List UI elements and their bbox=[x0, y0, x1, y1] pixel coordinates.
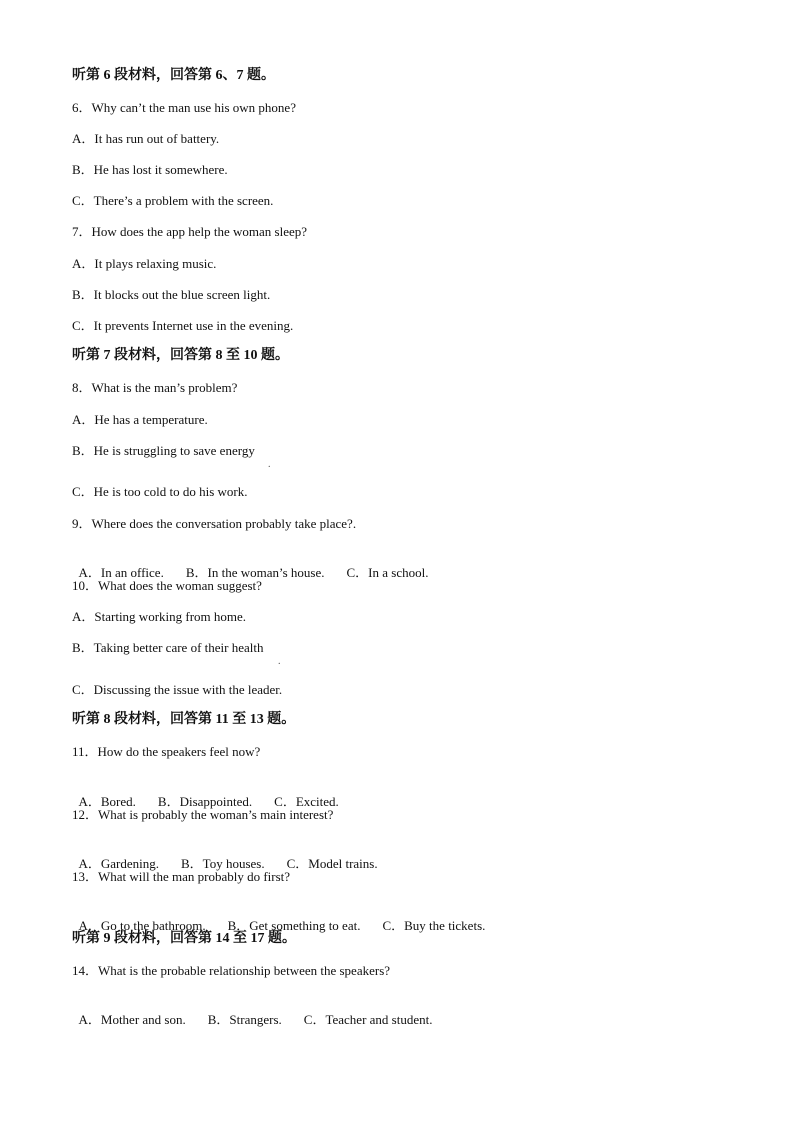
question-11-option-c: C．Excited. bbox=[274, 794, 339, 809]
question-6-option-a: A．It has run out of battery. bbox=[72, 131, 220, 146]
question-6-option-c: C．There’s a problem with the screen. bbox=[72, 193, 274, 208]
question-14-option-c: C．Teacher and student. bbox=[303, 1012, 433, 1027]
question-13-stem: 13．What will the man probably do first? bbox=[72, 869, 291, 884]
section-heading: 听第 7 段材料，回答第 8 至 10 题。 bbox=[72, 348, 289, 363]
section-heading: 听第 8 段材料，回答第 11 至 13 题。 bbox=[72, 712, 296, 727]
stray-mark: . bbox=[268, 459, 271, 470]
question-10-option-b: B．Taking better care of their health bbox=[72, 640, 264, 655]
question-13-option-b: B．Get something to eat. bbox=[227, 918, 361, 933]
question-14-options bbox=[72, 993, 432, 1029]
question-11-stem: 11．How do the speakers feel now? bbox=[72, 744, 261, 759]
question-14-stem: 14．What is the probable relationship between the speakers? bbox=[72, 963, 391, 978]
question-10-option-a: A．Starting working from home. bbox=[72, 609, 247, 624]
section-heading: 听第 6 段材料，回答第 6、7 题。 bbox=[72, 68, 275, 83]
question-14-option-a: A．Mother and son. bbox=[78, 1012, 186, 1027]
question-8-stem: 8．What is the man’s problem? bbox=[72, 380, 238, 395]
question-8-option-a: A．He has a temperature. bbox=[72, 412, 208, 427]
question-7-option-c: C．It prevents Internet use in the evening. bbox=[72, 318, 294, 333]
question-13-option-c: C．Buy the tickets. bbox=[382, 918, 486, 933]
question-12-option-c: C．Model trains. bbox=[286, 856, 378, 871]
question-8-option-b: B．He is struggling to save energy bbox=[72, 443, 255, 458]
question-12-option-a: A．Gardening. bbox=[78, 856, 160, 871]
question-7-option-a: A．It plays relaxing music. bbox=[72, 256, 217, 271]
question-7-option-b: B．It blocks out the blue screen light. bbox=[72, 287, 271, 302]
question-9-option-c: C．In a school. bbox=[346, 565, 429, 580]
question-7-stem: 7．How does the app help the woman sleep? bbox=[72, 224, 308, 239]
question-11-option-a: A．Bored. bbox=[78, 794, 136, 809]
question-9-option-a: A．In an office. bbox=[78, 565, 164, 580]
question-9-option-b: B．In the woman’s house. bbox=[185, 565, 325, 580]
question-10-stem: 10．What does the woman suggest? bbox=[72, 578, 262, 593]
question-14-option-b: B．Strangers. bbox=[207, 1012, 282, 1027]
question-12-stem: 12．What is probably the woman’s main interest? bbox=[72, 807, 334, 822]
question-11-option-b: B．Disappointed. bbox=[157, 794, 253, 809]
question-10-option-c: C．Discussing the issue with the leader. bbox=[72, 682, 283, 697]
question-12-option-b: B．Toy houses. bbox=[181, 856, 265, 871]
question-6-stem: 6．Why can’t the man use his own phone? bbox=[72, 100, 296, 115]
question-9-stem: 9．Where does the conversation probably take place?. bbox=[72, 516, 357, 531]
question-6-option-b: B．He has lost it somewhere. bbox=[72, 162, 228, 177]
question-13-option-a: A．Go to the bathroom. bbox=[78, 918, 206, 933]
section-heading: 听第 9 段材料，回答第 14 至 17 题。 bbox=[72, 931, 296, 946]
question-8-option-c: C．He is too cold to do his work. bbox=[72, 484, 248, 499]
stray-mark: . bbox=[278, 656, 281, 667]
